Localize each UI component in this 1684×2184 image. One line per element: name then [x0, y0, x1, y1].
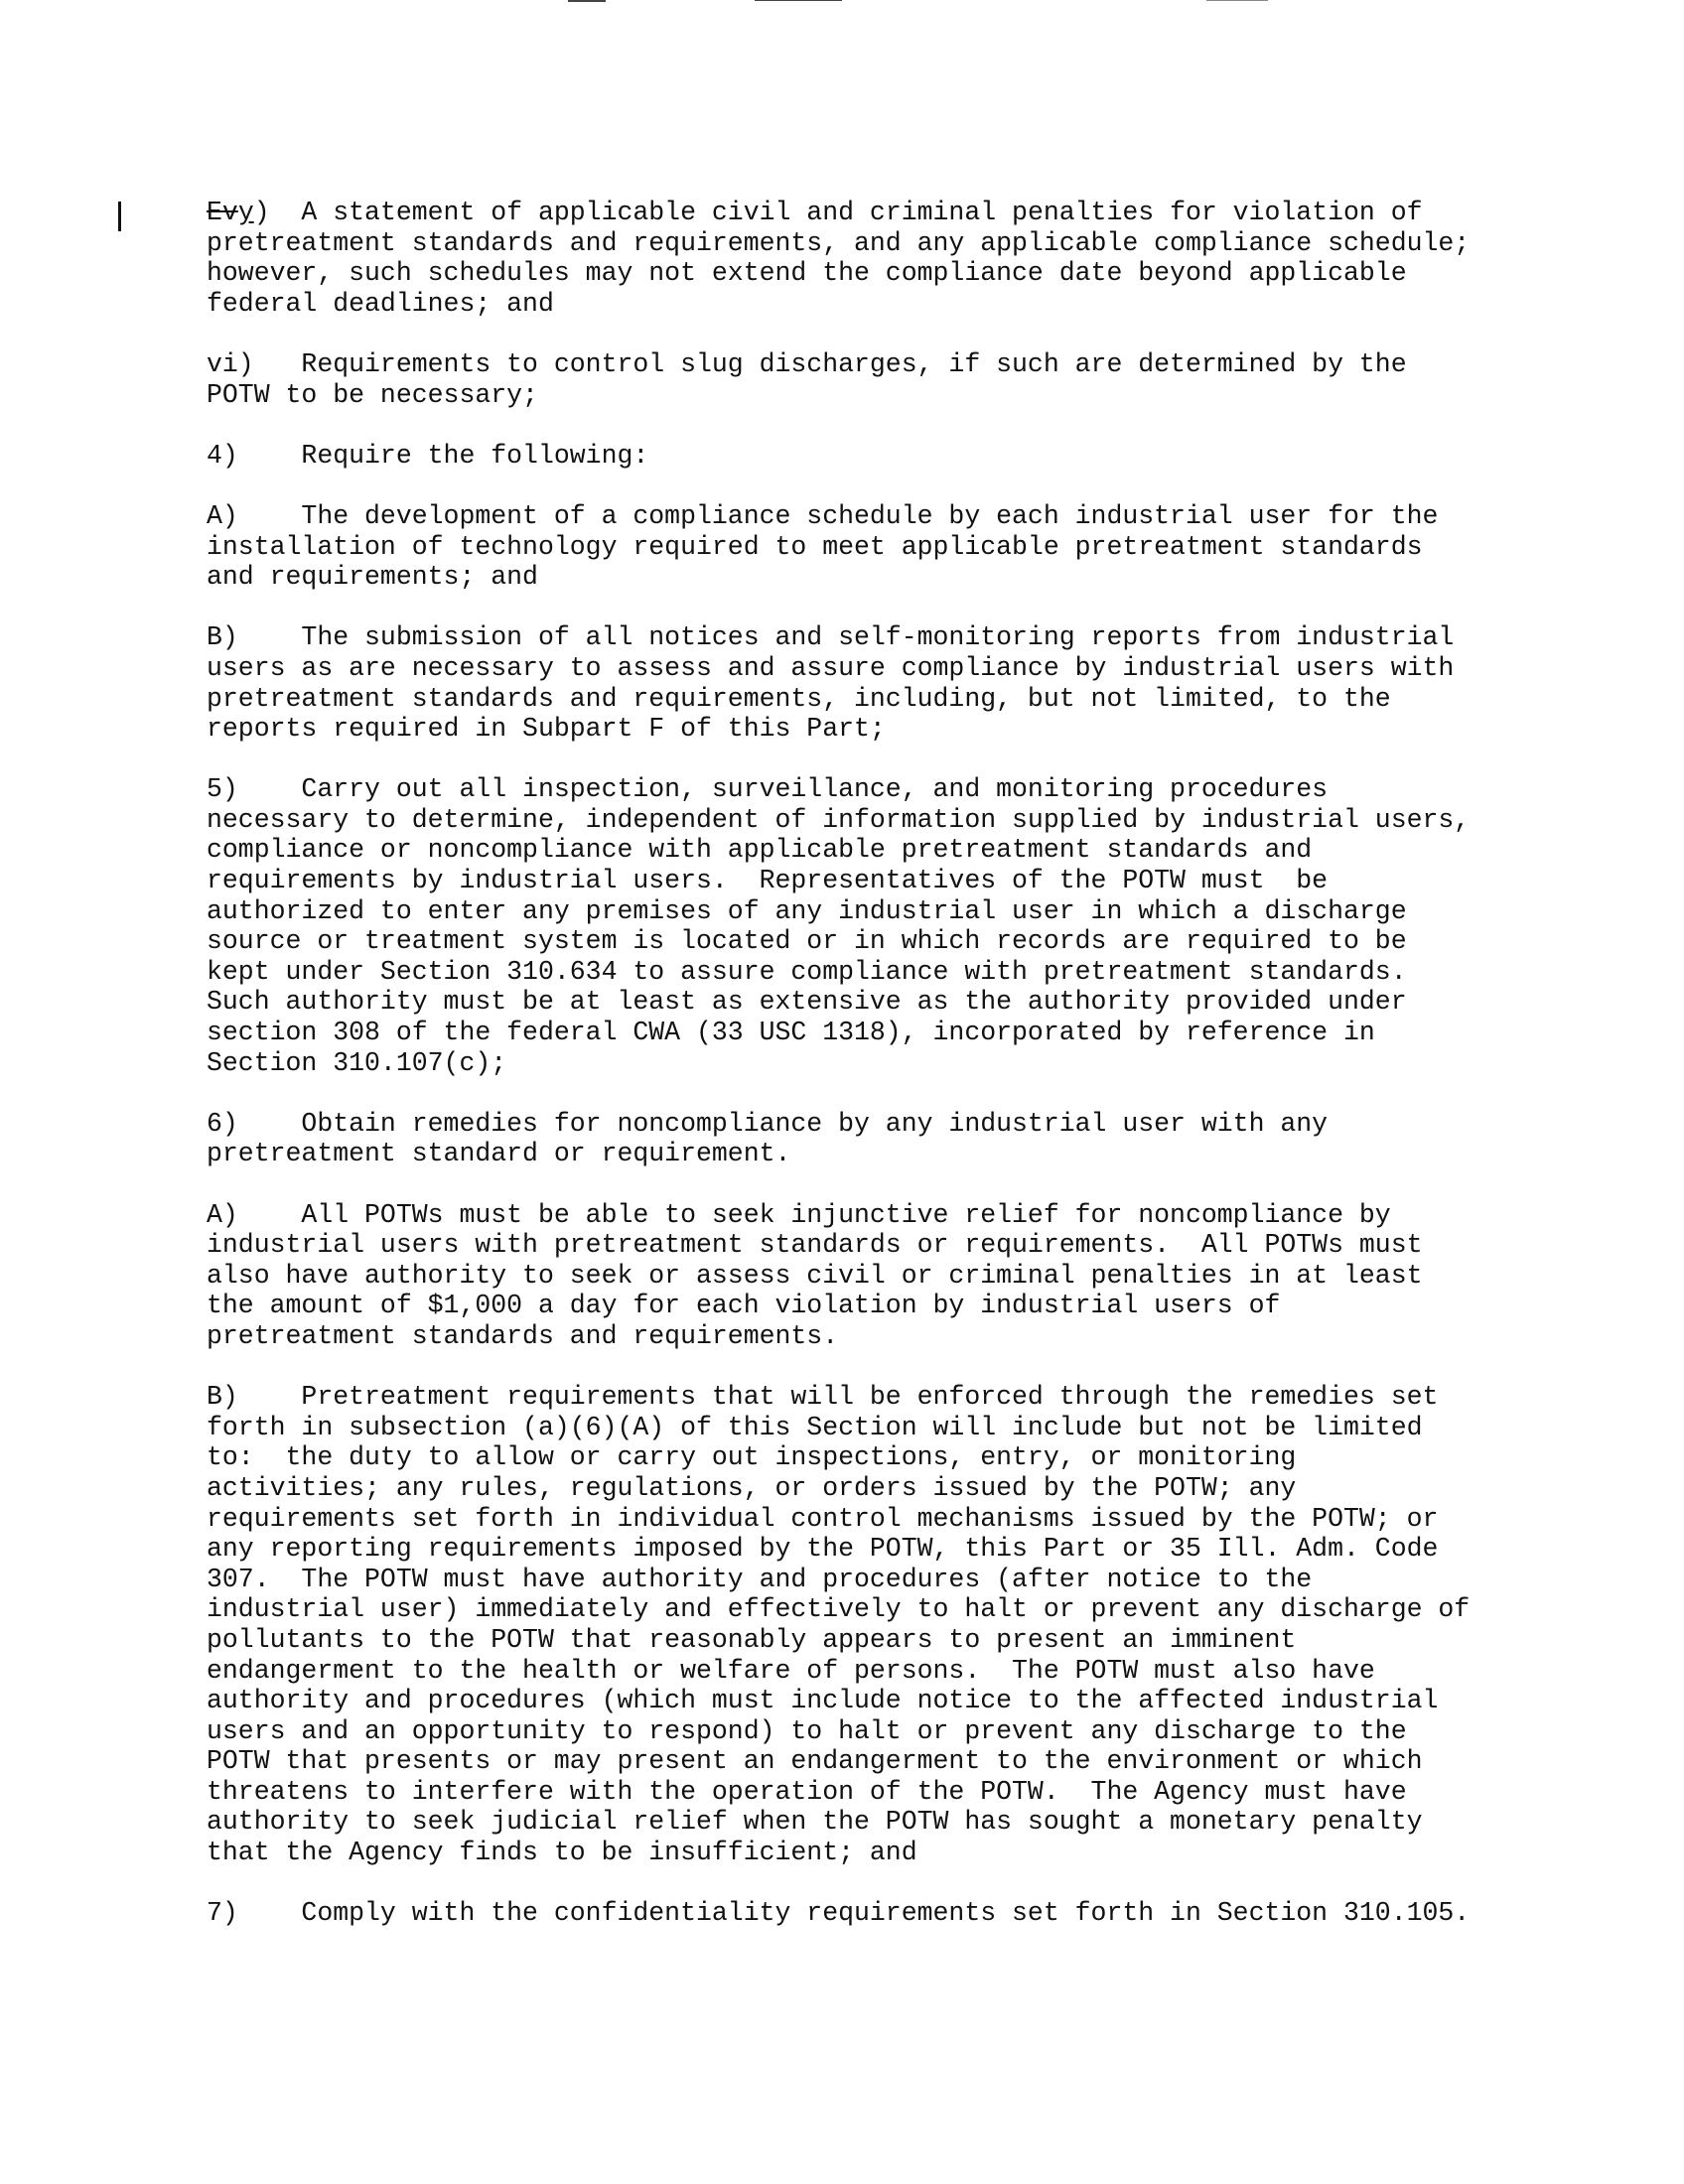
paragraph-6a: A) All POTWs must be able to seek injunctive relief for noncompliance by industrial users with pretreatment standards or requirements. All POTWs must also have authority to seek or assess civil or criminal penalties in at least the amount of $1,000 a day for each violation by industrial users of pretreatment standards and requirements.: [207, 1199, 1423, 1351]
deleted-marker: Ev: [207, 198, 238, 227]
scan-mark: [568, 0, 606, 2]
revision-change-bar: [118, 202, 121, 231]
paragraph-6: 6) Obtain remedies for noncompliance by any industrial user with any pretreatment standard or requirement.: [207, 1108, 1329, 1169]
paragraph-5: 5) Carry out all inspection, surveillance, and monitoring procedures necessary to determine, independent of information supplied by industrial users, compliance or noncompliance with applicable pretreatment standards and requirements by industrial users. Representatives of the POTW must be authorized to enter any premises of any industrial user in which a discharge source or treatment system is located or in which records are required to be kept under Section 310.634 to assure compliance with pretreatment standards. Such authority must be at least as extensive as the authority provided under section 308 of the federal CWA (33 USC 1318), incorporated by reference in Section 310.107(c);: [207, 774, 1471, 1078]
paragraph-4a: A) The development of a compliance schedule by each industrial user for the installation of technology required to meet applicable pretreatment standards and requirements; and: [207, 500, 1439, 593]
paragraph-text: ) A statement of applicable civil and criminal penalties for violation of pretreatment standards and requirements, and any applicable compliance schedule; however, such schedules may not extend the compliance date beyond applicable federal deadlines; and: [207, 198, 1471, 319]
scan-mark: [755, 0, 842, 1]
document-body: [207, 198, 1537, 1959]
paragraph-4b: B) The submission of all notices and self-monitoring reports from industrial users as are necessary to assess and assure compliance by industrial users with pretreatment standards and requirements, including, but not limited, to the reports required in Subpart F of this Part;: [207, 622, 1455, 745]
paragraph-v: [207, 198, 1537, 319]
paragraph-7: 7) Comply with the confidentiality requirements set forth in Section 310.105.: [207, 1898, 1471, 1929]
paragraph-6b: B) Pretreatment requirements that will be enforced through the remedies set forth in subsection (a)(6)(A) of this Section will include but not be limited to: the duty to allow or carry out inspections, entry, or monitoring activities; any rules, regulations, or orders issued by the POTW; any requirements set forth in individual control mechanisms issued by the POTW; or any reporting requirements imposed by the POTW, this Part or 35 Ill. Adm. Code 307. The POTW must have authority and procedures (after notice to the industrial user) immediately and effectively to halt or prevent any discharge of pollutants to the POTW that reasonably appears to present an imminent endangerment to the health or welfare of persons. The POTW must also have authority and procedures (which must include notice to the affected industrial users and an opportunity to respond) to halt or prevent any discharge to the POTW that presents or may present an endangerment to the environment or which threatens to interfere with the operation of the POTW. The Agency must have authority to seek judicial relief when the POTW has sought a monetary penalty that the Agency finds to be insufficient; and: [207, 1382, 1471, 1868]
paragraph-vi: vi) Requirements to control slug discharges, if such are determined by the POTW to be necessary;: [207, 348, 1407, 410]
inserted-marker: y: [237, 198, 254, 227]
scan-mark: [1206, 0, 1268, 1]
paragraph-4: 4) Require the following:: [207, 440, 649, 471]
